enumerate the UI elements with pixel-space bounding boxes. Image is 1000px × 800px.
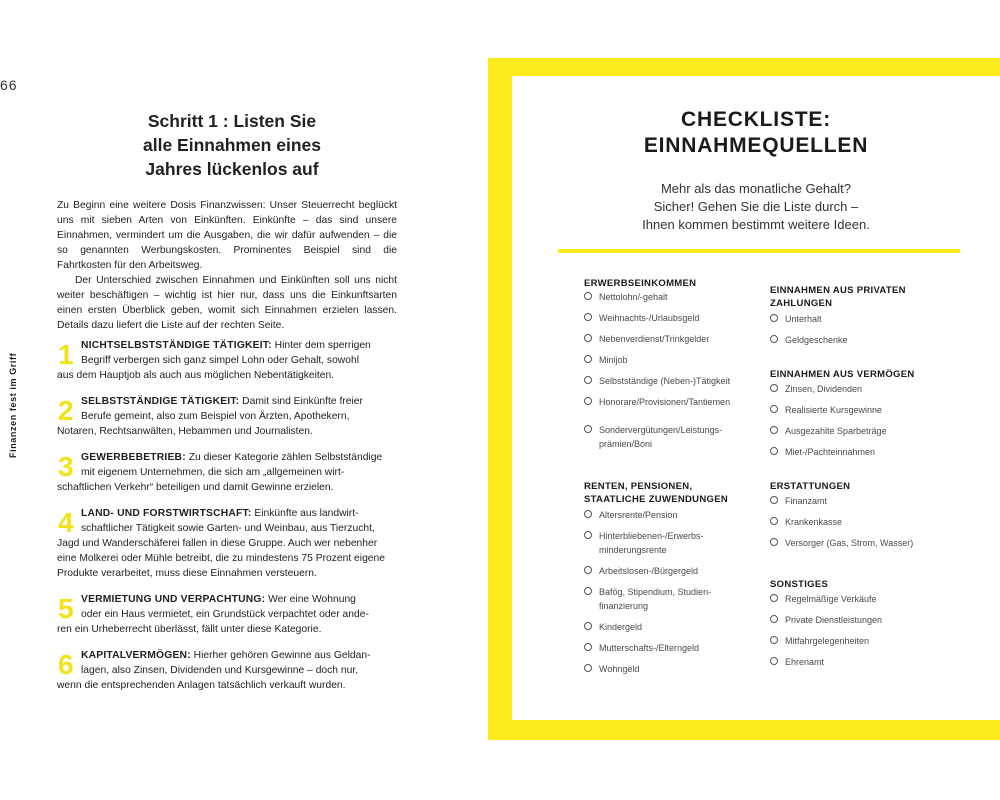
category-heading-line: RENTEN, PENSIONEN, [584, 481, 693, 492]
checklist-item-label [584, 423, 722, 451]
category-heading-line: ERWERBSEINKOMMEN [584, 278, 697, 289]
income-type-text: Damit sind Einkünfte freier [239, 396, 363, 407]
intro-paragraph: Zu Beginn eine weitere Dosis Finanzwissen: Unser Steuerrecht beglückt uns mit sieben Arten von Einkünften. Einkünfte – das sind unsere Einnahmen, vermindert um die Ausgaben, die wir dafür aufwenden – die so genannten Werbungskosten. Prominentes Beispiel sind die Fahrtkosten für den Arbeitsweg. [57, 200, 397, 271]
income-type-text: Einkünfte aus landwirt- [251, 508, 359, 519]
checklist-item-label [770, 403, 882, 417]
category-heading-line: EINNAHMEN AUS VERMÖGEN [770, 369, 915, 380]
income-type-text: Berufe gemeint, also zum Beispiel von Ärzten, Apothekern, [81, 411, 350, 422]
checklist-category-heading [770, 480, 850, 493]
checklist-item[interactable] [584, 662, 639, 676]
checklist-item-label [770, 592, 877, 606]
checklist-item-text: Weihnachts-/Urlaubsgeld [599, 313, 700, 323]
income-type-heading: GEWERBEBETRIEB: [81, 452, 186, 463]
checklist-item[interactable] [584, 395, 730, 409]
checkbox-circle-icon[interactable] [770, 517, 778, 525]
checklist-item-text: Bafög, Stipendium, Studien- [599, 587, 712, 597]
income-type-text: Begriff verbergen sich ganz simpel Lohn oder Gehalt, sowohl [81, 355, 359, 366]
checklist-item[interactable] [770, 634, 869, 648]
income-type-heading: VERMIETUNG UND VERPACHTUNG: [81, 594, 266, 605]
checklist-item[interactable] [770, 515, 842, 529]
checkbox-circle-icon[interactable] [770, 384, 778, 392]
checklist-item[interactable] [770, 613, 882, 627]
checklist-item-text: Altersrente/Pension [599, 510, 678, 520]
checklist-item-text: Zinsen, Dividenden [785, 384, 863, 394]
divider [558, 249, 960, 253]
category-heading-line: ERSTATTUNGEN [770, 481, 851, 492]
checklist-item-text: Krankenkasse [785, 517, 843, 527]
checkbox-circle-icon[interactable] [584, 397, 592, 405]
checklist-item-text: Versorger (Gas, Strom, Wasser) [785, 538, 914, 548]
checklist-item-text: Mutterschafts-/Elterngeld [599, 643, 700, 653]
checkbox-circle-icon[interactable] [584, 622, 592, 630]
checkbox-circle-icon[interactable] [584, 313, 592, 321]
checklist-item-label [584, 508, 678, 522]
checklist-item-label [770, 655, 824, 669]
checklist-item-text: Honorare/Provisionen/Tantiemen [599, 397, 731, 407]
checklist-item[interactable] [770, 403, 882, 417]
checklist-item[interactable] [770, 592, 877, 606]
category-heading-line: STAATLICHE ZUWENDUNGEN [584, 494, 728, 505]
income-type-text: Wer eine Wohnung [265, 594, 356, 605]
checklist-item[interactable] [584, 508, 678, 522]
intro-paragraph: Der Unterschied zwischen Einnahmen und Einkünften soll uns nicht weiter beschäftigen – wichtig ist hier nur, dass uns die Einkunftsarten einen ersten Überblick geben, womit sich Einnahmen erzielen lassen. Details dazu liefert die Liste auf der rechten Seite. [57, 275, 397, 331]
checklist-item-text: Ausgezahlte Sparbeträge [785, 426, 887, 436]
checklist-item-text: Regelmäßige Verkäufe [785, 594, 877, 604]
checkbox-circle-icon[interactable] [770, 538, 778, 546]
checklist-subtitle-line: Mehr als das monatliche Gehalt? [660, 181, 852, 196]
checkbox-circle-icon[interactable] [770, 594, 778, 602]
income-type-item [57, 592, 397, 637]
checklist-item-text: Geldgeschenke [785, 335, 848, 345]
checklist-item[interactable] [584, 529, 704, 557]
checklist-item-text: Miet-/Pachteinnahmen [785, 447, 876, 457]
category-heading-line: EINNAHMEN AUS PRIVATEN [770, 285, 906, 296]
page-number: 66 [0, 77, 18, 93]
checklist-item-text: Finanzamt [785, 496, 828, 506]
checklist-item-text: Selbstständige (Neben-)Tätigkeit [599, 376, 731, 386]
checkbox-circle-icon[interactable] [770, 426, 778, 434]
checklist-item-label [584, 641, 699, 655]
checkbox-circle-icon[interactable] [584, 587, 592, 595]
income-type-number: 2 [58, 395, 74, 426]
checklist-item[interactable] [584, 353, 628, 367]
checkbox-circle-icon[interactable] [770, 405, 778, 413]
income-type-item [57, 338, 397, 383]
checklist-item[interactable] [770, 333, 848, 347]
income-type-heading: LAND- UND FORSTWIRTSCHAFT: [81, 508, 252, 519]
income-type-text: Jagd und Wanderschäferei fallen in diese Gruppe. Auch wer nebenher eine Molkerei oder Mühle betreibt, die zu mindestens 75 Prozent eigene Produkte verarbeitet, muss diese Einnahmen versteuern. [57, 538, 385, 579]
checkbox-circle-icon[interactable] [770, 314, 778, 322]
checkbox-circle-icon[interactable] [584, 643, 592, 651]
checklist-subtitle-line: Ihnen kommen bestimmt weitere Ideen. [642, 217, 870, 232]
income-type-text: lagen, also Zinsen, Dividenden und Kursgewinne – doch nur, [81, 665, 359, 676]
income-type-text: Notaren, Rechtsanwälten, Hebammen und Journalisten. [57, 426, 313, 437]
checklist-item-label [584, 311, 699, 325]
checklist-item-text: minderungsrente [599, 545, 667, 555]
income-type-line [57, 648, 397, 663]
checklist-category-heading [770, 368, 915, 381]
checklist-item[interactable] [584, 311, 699, 325]
checklist-item[interactable] [770, 382, 862, 396]
income-type-item [57, 506, 397, 581]
checkbox-circle-icon[interactable] [770, 447, 778, 455]
checkbox-circle-icon[interactable] [770, 496, 778, 504]
checklist-category-heading [584, 480, 728, 506]
checklist-item-text: Kindergeld [599, 622, 643, 632]
running-head: Finanzen fest im Griff [8, 352, 18, 458]
section-title-line: alle Einnahmen eines [143, 135, 321, 155]
checklist-subtitle [512, 180, 1000, 234]
checkbox-circle-icon[interactable] [584, 510, 592, 518]
checkbox-circle-icon[interactable] [770, 335, 778, 343]
checklist-title [512, 107, 1000, 159]
income-type-text: ren ein Urheberrecht überlässt, fällt unter diese Kategorie. [57, 624, 322, 635]
category-heading-line: SONSTIGES [770, 579, 829, 590]
checklist-item-label [770, 382, 862, 396]
checklist-item[interactable] [584, 564, 698, 578]
income-type-text: mit eigenem Unternehmen, die sich am „allgemeinen wirt- [81, 467, 345, 478]
checklist-item-text: Nebenverdienst/Trinkgelder [599, 334, 710, 344]
checklist-item-text: Ehrenamt [785, 657, 825, 667]
checklist-item-label [584, 585, 711, 613]
checkbox-circle-icon[interactable] [584, 425, 592, 433]
checkbox-circle-icon[interactable] [584, 566, 592, 574]
income-type-text: Hierher gehören Gewinne aus Geldan- [190, 650, 371, 661]
checklist-title-line: EINNAHMEQUELLEN [643, 134, 869, 157]
checklist-item-text: Wohngeld [599, 664, 640, 674]
checklist-item[interactable] [584, 585, 711, 613]
checklist-item[interactable] [770, 536, 913, 550]
checklist-title-line: CHECKLISTE: [681, 108, 831, 131]
income-type-heading: KAPITALVERMÖGEN: [81, 650, 191, 661]
checklist-item-text: prämien/Boni [599, 439, 653, 449]
checklist-item-text: Minijob [599, 355, 628, 365]
checklist-item[interactable] [770, 312, 822, 326]
checklist-item-text: Realisierte Kursgewinne [785, 405, 883, 415]
checklist-item-label [584, 564, 698, 578]
checklist-item-label [770, 333, 848, 347]
income-type-text: Hinter dem sperrigen [271, 340, 371, 351]
checklist-item-label [584, 290, 668, 304]
income-type-number: 5 [58, 593, 74, 624]
income-type-heading: SELBSTSTÄNDIGE TÄTIGKEIT: [81, 396, 240, 407]
checklist-item[interactable] [584, 290, 668, 304]
checklist-item[interactable] [770, 424, 887, 438]
checkbox-circle-icon[interactable] [584, 531, 592, 539]
checklist-item[interactable] [584, 423, 722, 451]
checkbox-circle-icon[interactable] [770, 636, 778, 644]
income-type-line [57, 338, 397, 353]
income-type-number: 1 [58, 339, 74, 370]
income-type-line [57, 450, 397, 465]
income-type-line [57, 592, 397, 607]
checklist-item-text: Nettolohn/-gehalt [599, 292, 668, 302]
checklist-item-label [770, 634, 869, 648]
income-type-line [57, 506, 397, 521]
checklist-item[interactable] [770, 445, 875, 459]
checklist-category-heading [770, 284, 906, 310]
checkbox-circle-icon[interactable] [770, 615, 778, 623]
checklist-item-label [584, 529, 704, 557]
income-type-item [57, 394, 397, 439]
intro-text [57, 198, 397, 333]
income-type-text: schaftlichen Verkehr“ beteiligen und damit Gewinne erzielen. [57, 482, 334, 493]
checklist-item-text: finanzierung [599, 601, 649, 611]
income-type-item [57, 450, 397, 495]
checklist-item-label [770, 536, 913, 550]
category-heading-line: ZAHLUNGEN [770, 298, 833, 309]
income-type-text: aus dem Hauptjob als auch aus möglichen Nebentätigkeiten. [57, 370, 335, 381]
checklist-subtitle-line: Sicher! Gehen Sie die Liste durch – [653, 199, 859, 214]
checklist-item-label [584, 374, 730, 388]
checklist-item[interactable] [770, 655, 824, 669]
checklist-item-label [770, 494, 827, 508]
checklist-item-label [584, 395, 730, 409]
section-title-line: Schritt 1 : Listen Sie [147, 111, 317, 131]
checkbox-circle-icon[interactable] [584, 292, 592, 300]
income-type-number: 3 [58, 451, 74, 482]
checklist-item-label [584, 662, 639, 676]
checklist-item-label [770, 424, 887, 438]
checkbox-circle-icon[interactable] [584, 355, 592, 363]
income-type-number: 4 [58, 507, 74, 538]
income-types-list [57, 338, 397, 704]
income-type-number: 6 [58, 649, 74, 680]
section-title-line: Jahres lückenlos auf [145, 159, 319, 179]
section-title [58, 109, 406, 181]
checklist-item-text: Mitfahrgelegenheiten [785, 636, 870, 646]
checklist-item-label [584, 620, 642, 634]
checklist-item-text: Unterhalt [785, 314, 822, 324]
checklist-item[interactable] [584, 374, 730, 388]
checklist-item-label [770, 515, 842, 529]
checklist-item-label [770, 445, 875, 459]
income-type-item [57, 648, 397, 693]
checklist-item-text: Private Dienstleistungen [785, 615, 883, 625]
checklist-item-text: Sondervergütungen/Leistungs- [599, 425, 723, 435]
checklist-item-label [584, 332, 709, 346]
checklist-item-text: Arbeitslosen-/Bürgergeld [599, 566, 699, 576]
checklist-category-heading [584, 277, 696, 290]
checkbox-circle-icon[interactable] [584, 334, 592, 342]
checklist-item[interactable] [770, 494, 827, 508]
checkbox-circle-icon[interactable] [584, 376, 592, 384]
income-type-heading: NICHTSELBSTSTÄNDIGE TÄTIGKEIT: [81, 340, 272, 351]
checkbox-circle-icon[interactable] [584, 664, 592, 672]
checklist-item[interactable] [584, 641, 699, 655]
checklist-item-text: Hinterbliebenen-/Erwerbs- [599, 531, 704, 541]
checklist-item-label [770, 613, 882, 627]
checkbox-circle-icon[interactable] [770, 657, 778, 665]
checklist-item[interactable] [584, 332, 709, 346]
income-type-text: Zu dieser Kategorie zählen Selbstständige [185, 452, 383, 463]
income-type-text: oder ein Haus vermietet, ein Grundstück verpachtet oder ande- [81, 609, 369, 620]
checklist-category-heading [770, 578, 828, 591]
checklist-item[interactable] [584, 620, 642, 634]
income-type-text: schaftlicher Tätigkeit sowie Garten- und Weinbau, aus Tierzucht, [81, 523, 375, 534]
income-type-line [57, 394, 397, 409]
income-type-text: wenn die entsprechenden Anlagen tatsächlich verkauft wurden. [57, 680, 346, 691]
